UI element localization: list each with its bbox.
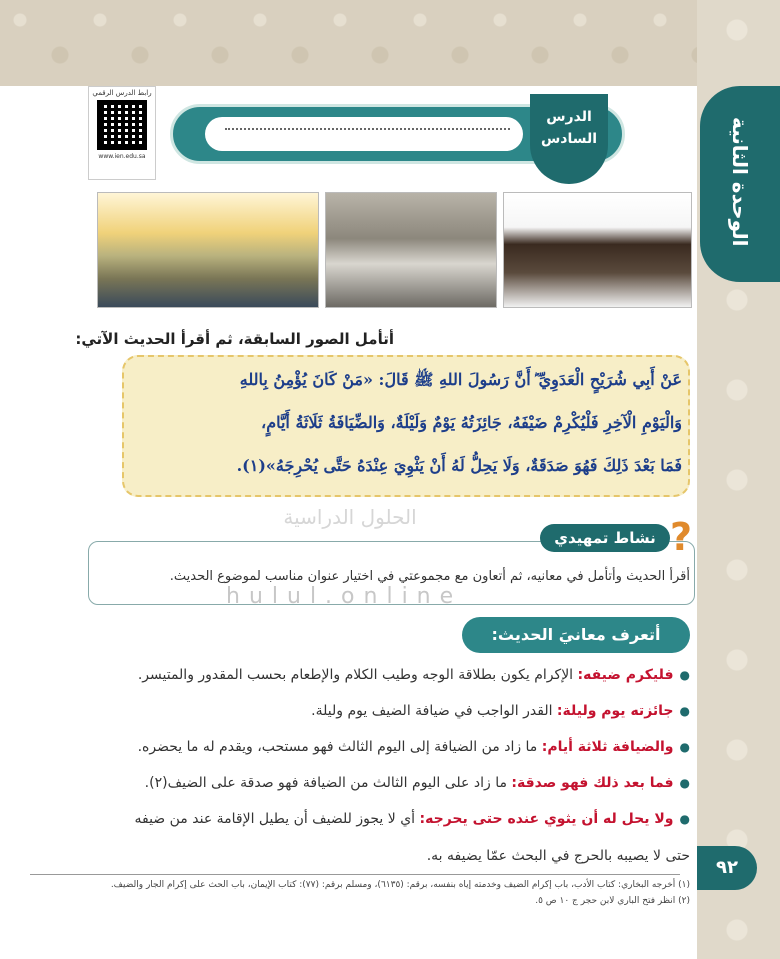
meaning-term: جائزته يوم وليلة: [556,703,674,719]
meaning-item-5-continuation: حتى لا يصيبه بالحرج في البحث عمّا يضيفه به. [426,848,690,864]
meaning-term: ولا يحل له أن يثوي عنده حتى يحرجه: [419,811,674,827]
meaning-text: أي لا يجوز للضيف أن يطيل الإقامة عند من ضيفه [134,811,420,827]
meanings-title: أتعرف معانيَ الحديث: [462,617,690,653]
meaning-item-4 [145,775,690,791]
meaning-term: فليكرم ضيفه: [577,667,674,683]
hadith-line-2: وَالْيَوْمِ الْآخِرِ فَلْيُكْرِمْ ضَيْفَهُ، جَائِزَتُهُ يَوْمٌ وَلَيْلَةٌ، وَالضِّيَافَةُ ثَلَاثَةُ أَيَّامٍ، [261,413,682,432]
lesson-title-dotted-line [225,128,510,130]
watermark-latin: hulul.online [226,584,463,609]
question-mark-icon: ? [670,515,693,559]
footnote-1: (١) أخرجه البخاري: كتاب الأدب، باب إكرام الضيف وخدمته إياه بنفسه، برقم: (٦١٣٥)، ومسلم برقم: (٧٧): كتاب الإيمان، باب الحث على إكرام الجار والضيف. [110,880,690,890]
qr-code-icon [97,100,147,150]
lesson-tag [530,94,608,184]
meaning-item-2 [311,703,690,719]
footnote-divider [30,874,680,875]
activity-title: نشاط تمهيدي [540,524,670,552]
lesson-tag-line2: السادس [540,131,598,147]
bullet-icon: ● [679,704,690,718]
meaning-item-1 [138,667,690,683]
bullet-icon: ● [679,812,690,826]
unit-title: الوحدة الثانية [728,117,752,247]
footnote-2: (٢) انظر فتح الباري لابن حجر ج ١٠ ص ٥. [535,896,690,906]
meaning-text: القدر الواجب في ضيافة الضيف يوم وليلة. [311,703,557,719]
meaning-text: الإكرام يكون بطلاقة الوجه وطيب الكلام والإطعام بحسب المقدور والمتيسر. [137,667,578,683]
lesson-tag-line1: الدرس [546,109,592,125]
bullet-icon: ● [679,740,690,754]
watermark-arabic: الحلول الدراسية [283,505,417,529]
qr-code-box[interactable] [88,86,156,180]
hadith-line-1: عَنْ أَبِي شُرَيْحٍ الْعَدَوِيِّ ؓ أَنَّ رَسُولَ اللهِ ﷺ قَالَ: «مَنْ كَانَ يُؤْمِنُ بِاللهِ [239,370,682,389]
bullet-icon: ● [679,776,690,790]
activity-text: أقرأ الحديث وأتأمل في معانيه، ثم أتعاون مع مجموعتي في اختيار عنوان مناسب لموضوع الحديث. [169,569,690,584]
bullet-icon: ● [679,668,690,682]
bedroom-photo [325,192,497,308]
lobby-photo [97,192,319,308]
lesson-title-field[interactable] [205,117,523,151]
top-pattern-band [0,0,697,86]
meaning-text: ما زاد من الضيافة إلى اليوم الثالث فهو مستحب، ويقدم له ما يحضره. [137,739,542,755]
qr-label: رابط الدرس الرقمي [92,89,152,97]
page-number: ٩٢ [697,846,757,890]
meaning-term: والضيافة ثلاثة أيام: [541,739,674,755]
hadith-line-3: فَمَا بَعْدَ ذَلِكَ فَهُوَ صَدَقَةٌ، وَلَا يَحِلُّ لَهُ أَنْ يَثْوِيَ عِنْدَهُ حَتَّى يُحْرِجَهُ»(١). [236,456,682,475]
intro-text: أتأمل الصور السابقة، ثم أقرأ الحديث الآتي: [75,330,394,348]
dining-table-photo [503,192,692,308]
meaning-item-3 [138,739,690,755]
qr-url: www.ien.edu.sa [98,153,146,160]
meaning-text: ما زاد على اليوم الثالث من الضيافة فهو صدقة على الضيف(٢). [144,775,512,791]
meaning-term: فما بعد ذلك فهو صدقة: [511,775,674,791]
meaning-item-5 [134,811,690,827]
